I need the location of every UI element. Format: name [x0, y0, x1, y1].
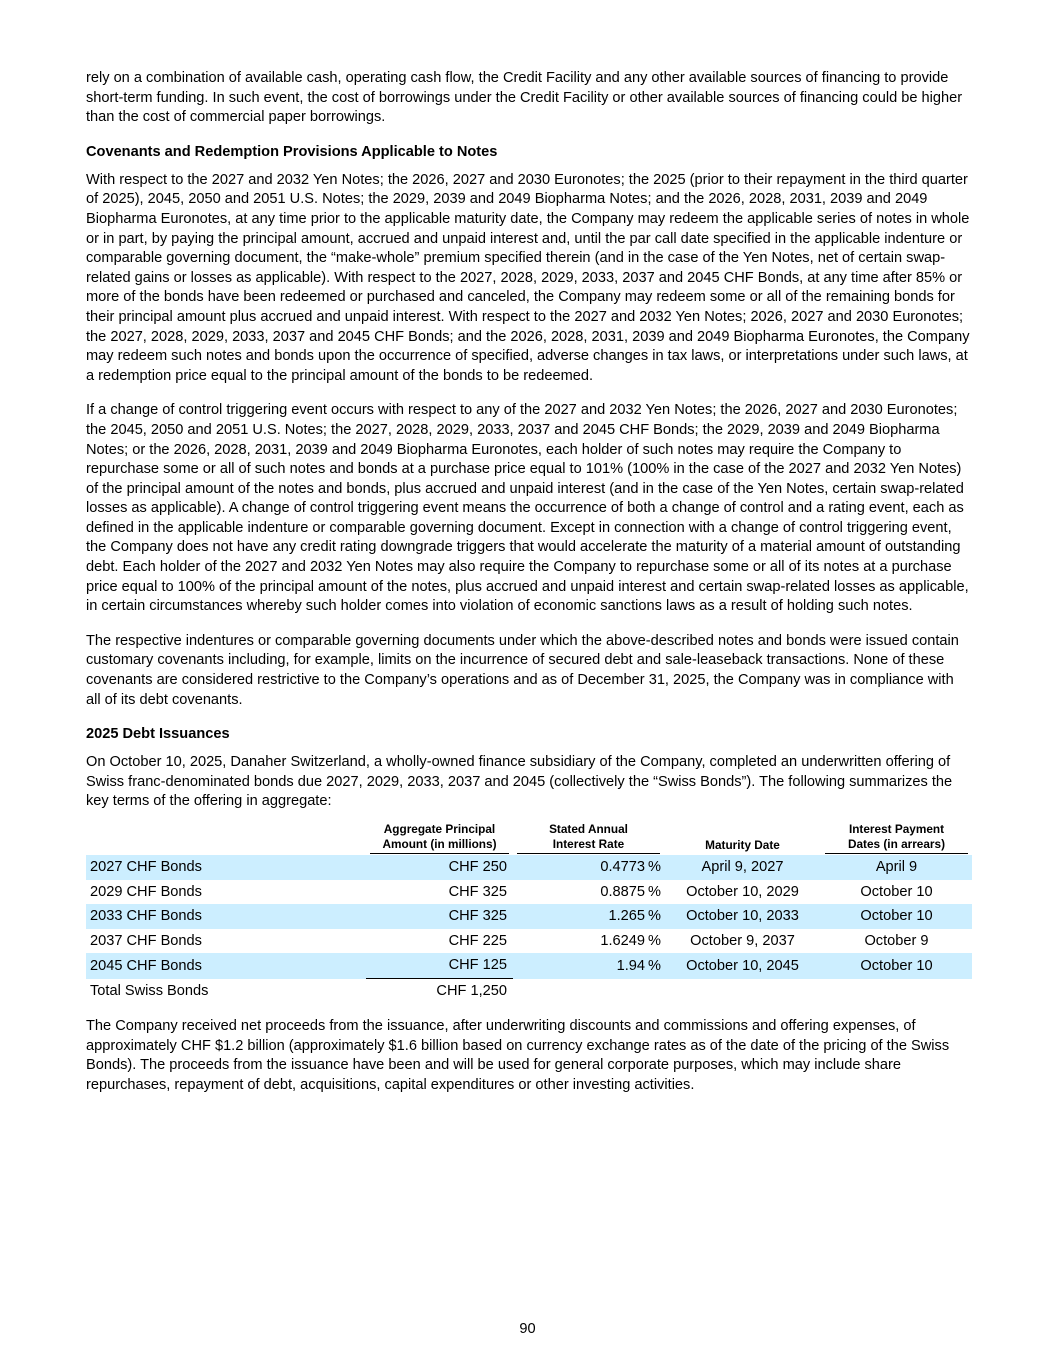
covenants-heading: Covenants and Redemption Provisions Applicable to Notes	[86, 143, 498, 160]
table-row: 2033 CHF Bonds CHF 325 1.265 % October 10, 2033 October 10	[86, 904, 972, 929]
header-payment: Interest Payment Dates (in arrears)	[821, 822, 972, 855]
issuances-paragraph-1: On October 10, 2025, Danaher Switzerland, a wholly-owned finance subsidiary of the Company, completed an underwritten offering of Swiss franc-denominated bonds due 2027, 2029, 2033, 2037 and 2045 (collectively the “Swiss Bonds”). The following summarizes the key terms of the offering in aggregate:	[86, 754, 953, 810]
covenants-paragraph-2: If a change of control triggering event occurs with respect to any of the 2027 and 2032 Yen Notes; the 2026, 2027 and 2030 Euronotes; the 2045, 2050 and 2051 U.S. Notes; the 2027, 2028, 2029, 2033, 2037 and 2045 CHF Bonds; the 2029, 2039 and 2049 Biopharma Notes; or the 2026, 2028, 2031, 2039 and 2049 Biopharma Euronotes, each holder of such notes may require the Company to repurchase some or all of such notes and bonds at a purchase price equal to 101% (100% in the case of the 2027 and 2032 Yen Notes) of the principal amount of the notes and bonds, plus accrued and unpaid interest (and in the case of the Yen Notes, certain swap-related losses as applicable). A change of control triggering event means the occurrence of both a change of control and a rating event, each as defined in the applicable indenture or comparable governing document. Except in connection with a change of control triggering event, the Company does not have any credit rating downgrade triggers that would accelerate the maturity of a material amount of outstanding debt. Each holder of the 2027 and 2032 Yen Notes may also require the Company to repurchase some or all of its notes at a purchase price equal to 100% of the principal amount of the notes, plus accrued and unpaid interest and certain swap-related losses as applicable, in certain circumstances whereby such holder comes into violation of economic sanctions laws as a result of holding such notes.	[86, 402, 969, 615]
intro-paragraph: rely on a combination of available cash, operating cash flow, the Credit Facility and any other available sources of financing to provide short-term funding. In such event, the cost of borrowings under the Credit Facility or other available sources of financing could be higher than the cost of commercial paper borrowings.	[86, 70, 963, 126]
header-amount: Aggregate Principal Amount (in millions)	[366, 822, 513, 855]
table-total-row: Total Swiss Bonds CHF 1,250	[90, 982, 507, 999]
table-row: 2029 CHF Bonds CHF 325 0.8875 % October 10, 2029 October 10	[90, 883, 933, 900]
issuances-paragraph-2: The Company received net proceeds from the issuance, after underwriting discounts and commissions and offering expenses, of approximately CHF $1.2 billion (approximately $1.6 billion based on currency exchange rates as of the date of the pricing of the Swiss Bonds). The proceeds from the issuance have been and will be used for general corporate purposes, which may include share repurchases, repayment of debt, acquisitions, capital expenditures or other investing activities.	[86, 1018, 950, 1093]
table-row: 2037 CHF Bonds CHF 225 1.6249 % October 9, 2037 October 9	[90, 932, 929, 949]
header-maturity: Maturity Date	[705, 838, 780, 852]
covenants-paragraph-1: With respect to the 2027 and 2032 Yen Notes; the 2026, 2027 and 2030 Euronotes; the 2025 (prior to their repayment in the third quarter of 2025), 2045, 2050 and 2051 U.S. Notes; the 2029, 2039 and 2049 Biopharma Notes; and the 2026, 2028, 2031, 2039 and 2049 Biopharma Euronotes, at any time prior to the applicable maturity date, the Company may redeem the applicable series of notes in whole or in part, by paying the principal amount, accrued and unpaid interest and, until the par call date specified in the applicable indenture or comparable governing document, the “make-whole” premium specified therein (and in the case of the Yen Notes, net of certain swap-related gains or losses as applicable). With respect to the 2027, 2028, 2029, 2033, 2037 and 2045 CHF Bonds, at any time after 85% or more of the bonds have been redeemed or purchased and canceled, the Company may redeem some or all of the remaining bonds for their principal amount plus accrued and unpaid interest. With respect to the 2027 and 2032 Yen Notes; 2026, 2027 and 2030 Euronotes; the 2027, 2028, 2029, 2033, 2037 and 2045 CHF Bonds; and the 2026, 2028, 2031, 2039 and 2049 Biopharma Euronotes, the Company may redeem such notes and bonds upon the occurrence of specified, adverse changes in tax laws, or interpretations under such laws, at a redemption price equal to the principal amount of the bonds to be redeemed.	[86, 171, 970, 384]
table-row: 2045 CHF Bonds CHF 125 1.94 % October 10, 2045 October 10	[86, 953, 972, 979]
swiss-bonds-table	[86, 822, 972, 1003]
table-row: 2027 CHF Bonds CHF 250 0.4773 % April 9, 2027 April 9	[86, 855, 972, 880]
header-label	[86, 822, 366, 855]
issuances-heading: 2025 Debt Issuances	[86, 726, 230, 743]
document-page	[86, 69, 972, 1095]
page-number: 90	[519, 1321, 536, 1337]
table-header-row	[86, 822, 972, 855]
covenants-paragraph-3: The respective indentures or comparable governing documents under which the above-described notes and bonds were issued contain customary covenants including, for example, limits on the incurrence of secured debt and sale-leaseback transactions. None of these covenants are considered restrictive to the Company’s operations and as of December 31, 2025, the Company was in compliance with all of its debt covenants.	[86, 632, 959, 708]
header-rate: Stated Annual Interest Rate	[513, 822, 664, 855]
